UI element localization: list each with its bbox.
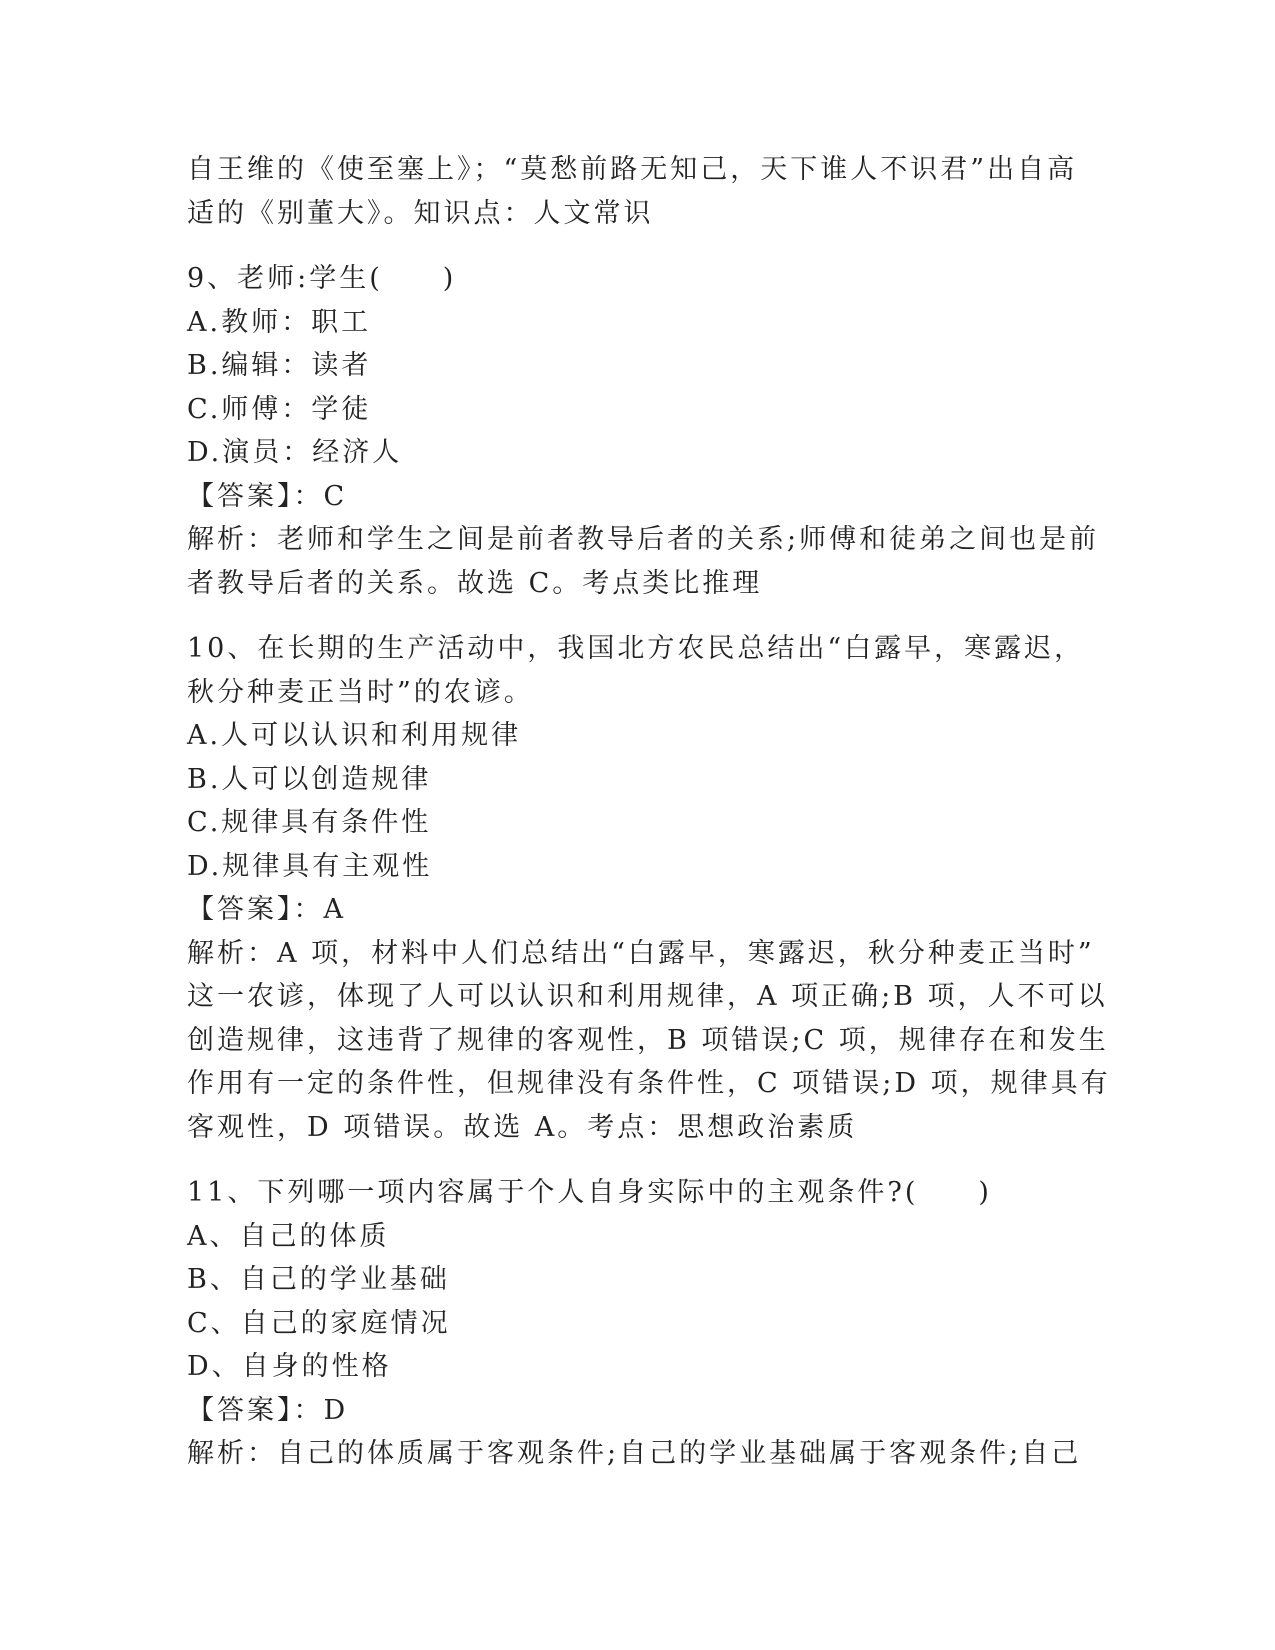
question-10-text-line-1: 10、在长期的生产活动中，我国北方农民总结出“白露早，寒露迟， (187, 633, 1085, 664)
intro-line-1: 自王维的《使至塞上》；“莫愁前路无知己，天下谁人不识君”出自高 (187, 154, 1078, 185)
question-11-option-b: B、自己的学业基础 (187, 1264, 450, 1295)
question-10-analysis-line-1: 解析：A 项，材料中人们总结出“白露早，寒露迟，秋分种麦正当时” (187, 937, 1095, 969)
question-10-answer: 【答案】：A (187, 894, 346, 925)
question-10-option-c: C.规律具有条件性 (187, 807, 432, 838)
question-9-text: 9、老师:学生( ) (187, 263, 457, 294)
question-11-option-a: A、自己的体质 (187, 1220, 390, 1252)
document-page (187, 148, 1111, 1476)
question-10-analysis-line-5: 客观性，D 项错误。故选 A。考点：思想政治素质 (187, 1111, 858, 1143)
question-9-option-c: C.师傅：学徒 (187, 393, 372, 425)
question-10-option-d: D.规律具有主观性 (187, 850, 433, 882)
question-10-analysis-line-3: 创造规律，这违背了规律的客观性，B 项错误;C 项，规律存在和发生 (187, 1024, 1109, 1056)
question-10-text-line-2: 秋分种麦正当时”的农谚。 (187, 676, 534, 708)
intro-line-2: 适的《别董大》。知识点：人文常识 (187, 197, 654, 229)
question-11-option-d: D、自身的性格 (187, 1351, 392, 1382)
question-9-analysis-line-2: 者教导后者的关系。故选 C。考点类比推理 (187, 567, 763, 599)
question-10 (187, 627, 1111, 1149)
question-10-analysis-line-2: 这一农谚，体现了人可以认识和利用规律，A 项正确;B 项，人不可以 (187, 981, 1108, 1012)
question-11-option-c: C、自己的家庭情况 (187, 1307, 451, 1339)
question-11-text: 11、下列哪一项内容属于个人自身实际中的主观条件?( ) (187, 1177, 992, 1208)
question-9-option-a: A.教师：职工 (187, 306, 372, 338)
question-9 (187, 257, 1100, 605)
question-9-analysis-line-1: 解析：老师和学生之间是前者教导后者的关系;师傅和徒弟之间也是前 (187, 524, 1100, 555)
question-10-option-a: A.人可以认识和利用规律 (187, 720, 522, 751)
question-10-analysis-line-4: 作用有一定的条件性，但规律没有条件性，C 项错误;D 项，规律具有 (187, 1068, 1111, 1099)
question-9-answer: 【答案】：C (187, 480, 348, 512)
question-9-option-d: D.演员：经济人 (187, 437, 403, 468)
question-10-option-b: B.人可以创造规律 (187, 763, 432, 795)
question-9-option-b: B.编辑：读者 (187, 350, 372, 381)
intro-paragraph (187, 148, 1087, 235)
question-11 (187, 1171, 1087, 1476)
question-11-analysis-line-1: 解析：自己的体质属于客观条件;自己的学业基础属于客观条件;自己 (187, 1438, 1082, 1469)
question-11-answer: 【答案】：D (187, 1394, 349, 1426)
